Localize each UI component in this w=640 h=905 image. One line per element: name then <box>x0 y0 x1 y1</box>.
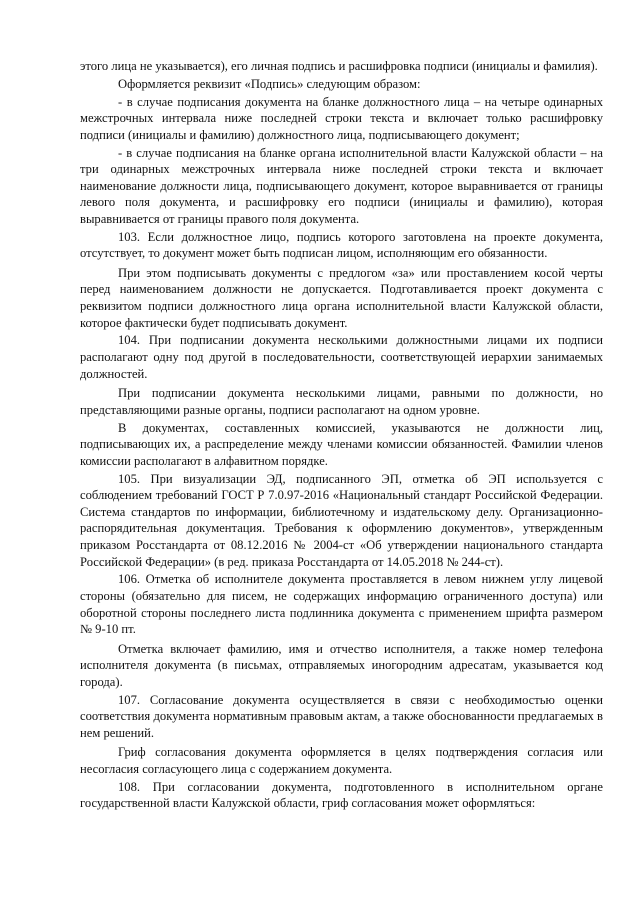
paragraph-103: 103. Если должностное лицо, подпись которого заготовлена на проекте документа, отсутствует, то документ может быть подписан лицом, исполняющим его обязанности. <box>80 229 603 261</box>
paragraph-continuation: этого лица не указывается), его личная подпись и расшифровка подписи (инициалы и фамилия). <box>80 59 598 73</box>
paragraph-104: 104. При подписании документа несколькими должностными лицами их подписи располагают одну под другой в последовательности, соответствующей иерархии занимаемых должностей. <box>80 333 603 381</box>
paragraph-104-commission: В документах, составленных комиссией, указываются не должности лиц, подписывающих их, а распределение между членами комиссии обязанностей. Фамилии членов комиссии располагают в алфавитном порядке. <box>80 420 603 468</box>
paragraph-106: 106. Отметка об исполнителе документа проставляется в левом нижнем углу лицевой стороны (обязательно для писем, не содержащих информацию ограниченного доступа) или оборотной стороны последнего листа подлинника документа с применением шрифта размером № 9-10 пт. <box>80 572 603 637</box>
paragraph-106-mark-contents: Отметка включает фамилию, имя и отчество исполнителя, а также номер телефона исполнителя документа (в письмах, отправляемых иногородним адресатам, указывается код города). <box>80 641 603 689</box>
paragraph-signature-authority-blank: - в случае подписания на бланке органа исполнительной власти Калужской области – на три одинарных межстрочных интервала ниже последней строки текста и включает наименование должности лица, подписывающего документ, которое выравнивается от границы левого поля документа, и расшифровку его подписи (инициалы и фамилию), которая выравнивается от границы правого поля документа. <box>80 145 603 226</box>
paragraph-signature-official-blank: - в случае подписания документа на бланке должностного лица – на четыре одинарных межстрочных интервала ниже последней строки текста и включает только расшифровку подписи (инициалы и фамилию) должностного лица, подписывающего документ; <box>80 94 603 142</box>
paragraph-107-approval-stamp: Гриф согласования документа оформляется в целях подтверждения согласия или несогласия согласующего лица с содержанием документа. <box>80 745 603 777</box>
paragraph-107: 107. Согласование документа осуществляется в связи с необходимостью оценки соответствия документа нормативным правовым актам, а также обоснованности предлагаемых в нем решений. <box>80 692 603 740</box>
paragraph-103-note: При этом подписывать документы с предлогом «за» или проставлением косой черты перед наименованием должности не допускается. Подготавливается проект документа с реквизитом подписи должностного лица органа исполнительной власти Калужской области, которое фактически будет подписывать документ. <box>80 265 603 330</box>
paragraph-105: 105. При визуализации ЭД, подписанного ЭП, отметка об ЭП используется с соблюдением требований ГОСТ Р 7.0.97-2016 «Национальный стандарт Российской Федерации. Система стандартов по информации, библиотечному и издательскому делу. Организационно-распорядительная документация. Требования к оформлению документов», утвержденным приказом Росстандарта от 08.12.2016 № 2004-ст «Об утверждении национального стандарта Российской Федерации» (в ред. приказа Росстандарта от 14.05.2018 № 244-ст). <box>80 471 603 569</box>
paragraph-108: 108. При согласовании документа, подготовленного в исполнительном органе государственной власти Калужской области, гриф согласования может оформляться: <box>80 779 603 811</box>
paragraph-104-equal-positions: При подписании документа несколькими лицами, равными по должности, но представляющими разные органы, подписи располагают на одном уровне. <box>80 386 603 417</box>
paragraph-signature-intro: Оформляется реквизит «Подпись» следующим образом: <box>118 76 421 91</box>
document-page <box>80 58 603 812</box>
